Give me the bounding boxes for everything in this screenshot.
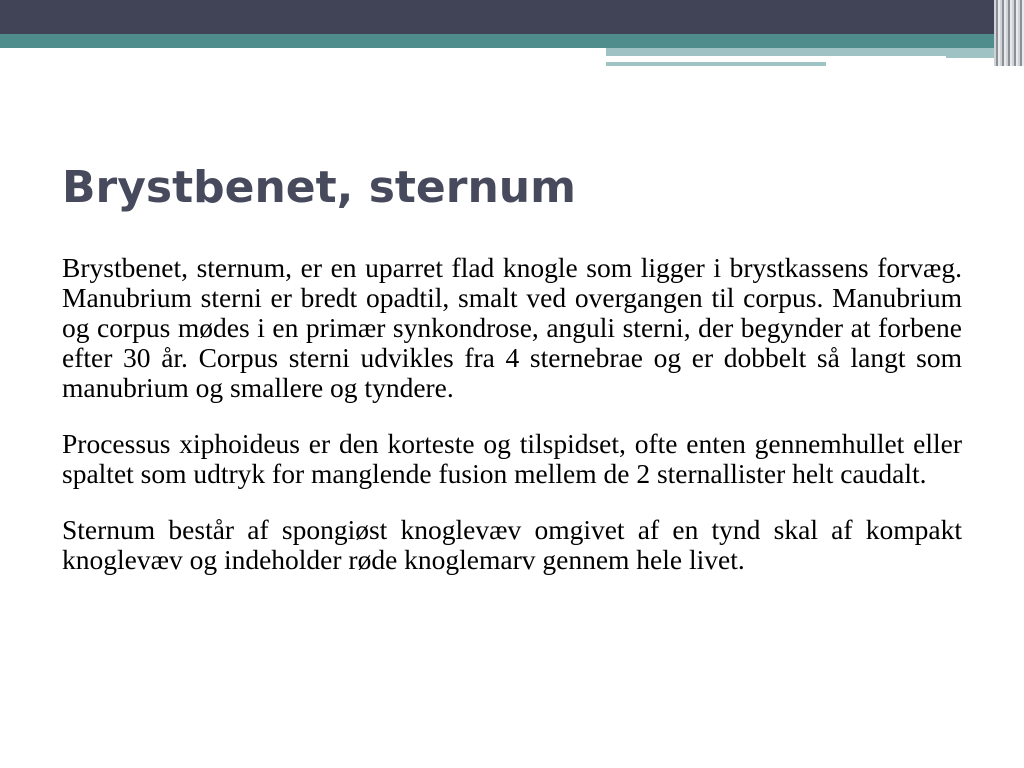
paragraph-sternum-composition: Sternum består af spongiøst knoglevæv omgivet af en tynd skal af kompakt knoglevæv og indeholder røde knoglemarv gennem hele livet. <box>62 514 962 575</box>
slide-title: Brystbenet, sternum <box>62 162 576 213</box>
header-band-teal <box>0 34 1024 48</box>
paragraph-processus-xiphoideus: Processus xiphoideus er den korteste og tilspidset, ofte enten gennemhullet eller spaltet som udtryk for manglende fusion mellem de 2 sternallister helt caudalt. <box>62 428 962 489</box>
header-stripes-decoration <box>994 0 1024 66</box>
header-band-divider <box>606 56 946 58</box>
header-band-dark <box>0 0 1024 34</box>
paragraph-sternum-description: Brystbenet, sternum, er en uparret flad knogle som ligger i brystkassens forvæg. Manubrium sterni er bredt opadtil, smalt ved overgangen til corpus. Manubrium og corpus mødes i en primær synkondrose, anguli sterni, der begynder at forbene efter 30 år. Corpus sterni udvikles fra 4 sternebrae og er dobbelt så langt som manubrium og smallere og tyndere. <box>62 252 962 403</box>
slide-body <box>62 253 962 601</box>
header-band-thin <box>606 62 826 66</box>
